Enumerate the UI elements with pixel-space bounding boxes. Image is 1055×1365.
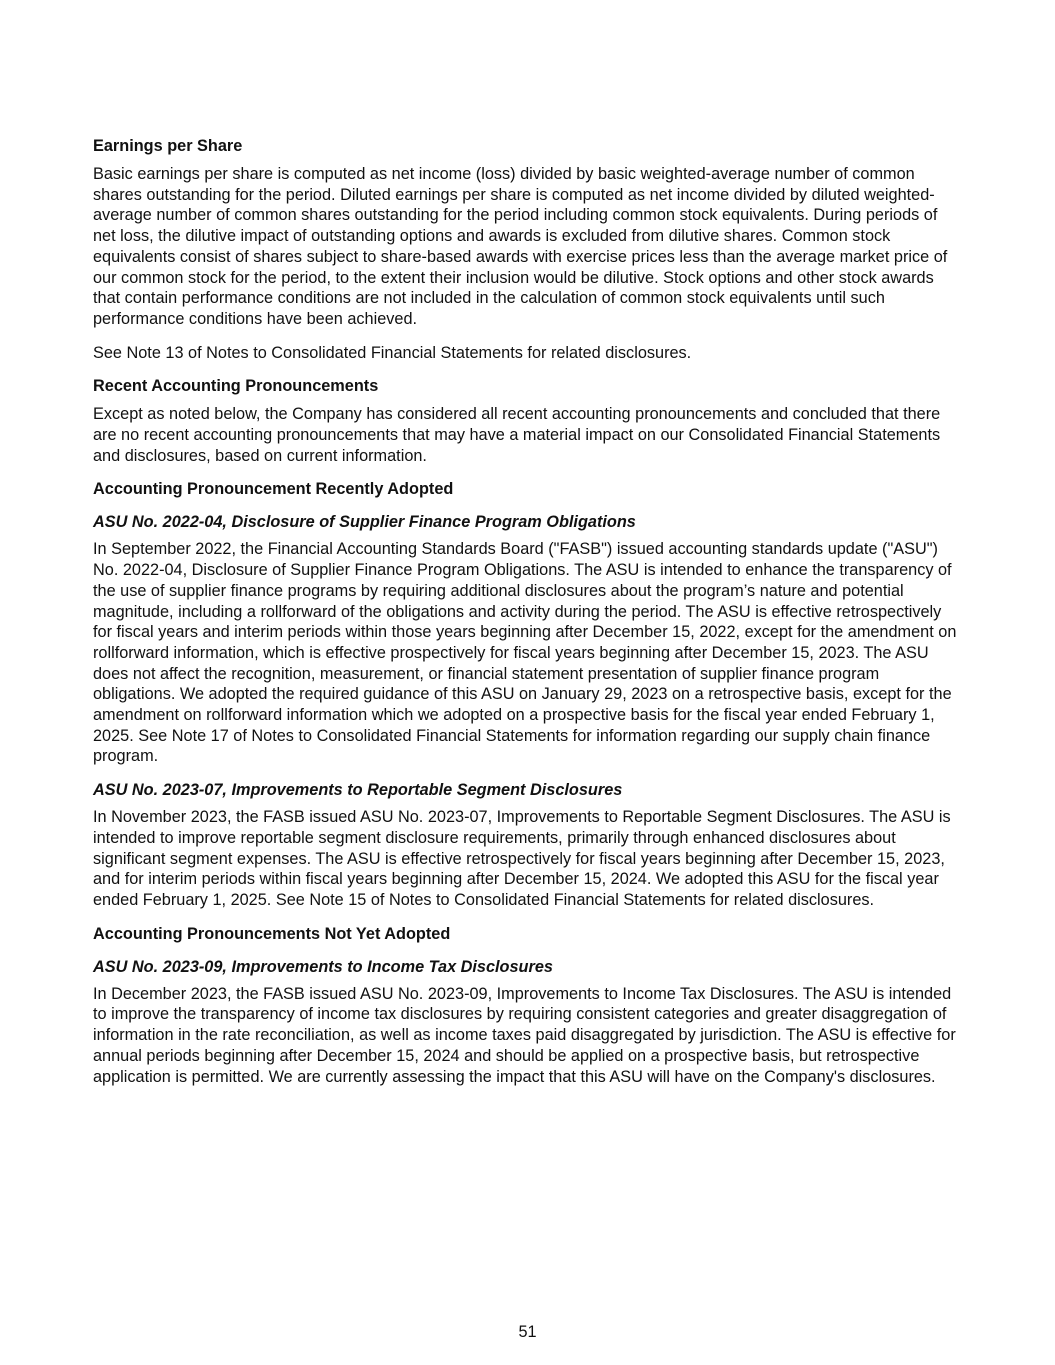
asu-2023-07-paragraph: In November 2023, the FASB issued ASU No. 2023-07, Improvements to Reportable Segment Disclosures. The ASU is intended to improve reportable segment disclosure requirements, primarily through enhanced disclosures about significant segment expenses. The ASU is effective retrospectively for fiscal years beginning after December 15, 2023, and for interim periods within fiscal years beginning after December 15, 2024. We adopted this ASU for the fiscal year ended February 1, 2025. See Note 15 of Notes to Consolidated Financial Statements for related disclosures.: [93, 808, 951, 909]
earnings-per-share-paragraph: Basic earnings per share is computed as net income (loss) divided by basic weighted-average number of common shares outstanding for the period. Diluted earnings per share is computed as net income divided by diluted weighted-average number of common shares outstanding for the period including common stock equivalents. During periods of net loss, the dilutive impact of outstanding options and awards is excluded from dilutive shares. Common stock equivalents consist of shares subject to share-based awards with exercise prices less than the average market price of our common stock for the period, to the extent their inclusion would be dilutive. Stock options and other stock awards that contain performance conditions are not included in the calculation of common stock equivalents until such performance conditions have been achieved.: [93, 165, 948, 328]
document-body: [93, 136, 963, 1100]
asu-2022-04-title: ASU No. 2022-04, Disclosure of Supplier Finance Program Obligations: [93, 513, 636, 532]
asu-2023-07-title: ASU No. 2023-07, Improvements to Reportable Segment Disclosures: [93, 781, 623, 800]
earnings-per-share-heading: Earnings per Share: [93, 137, 243, 155]
not-yet-adopted-heading: Accounting Pronouncements Not Yet Adopted: [93, 924, 451, 943]
recently-adopted-heading: Accounting Pronouncement Recently Adopted: [93, 480, 454, 499]
recent-pronouncements-paragraph: Except as noted below, the Company has considered all recent accounting pronouncements and concluded that there are no recent accounting pronouncements that may have a material impact on our Consolidated Financial Statements and disclosures, based on current information.: [93, 405, 941, 465]
asu-2022-04-paragraph: In September 2022, the Financial Accounting Standards Board ("FASB") issued accounting standards update ("ASU") No. 2022-04, Disclosure of Supplier Finance Program Obligations. The ASU is intended to enhance the transparency of the use of supplier finance programs by requiring additional disclosures about the program’s nature and potential magnitude, including a rollforward of the obligations and activity during the period. The ASU is effective retrospectively for fiscal years and interim periods within those years beginning after December 15, 2022, except for the amendment on rollforward information, which is effective prospectively for fiscal years beginning after December 15, 2023. The ASU does not affect the recognition, measurement, or financial statement presentation of supplier finance program obligations. We adopted the required guidance of this ASU on January 29, 2023 on a retrospective basis, except for the amendment on rollforward information which we adopted on a prospective basis for the fiscal year ended February 1, 2025. See Note 17 of Notes to Consolidated Financial Statements for information regarding our supply chain finance program.: [93, 540, 957, 766]
recent-pronouncements-heading: Recent Accounting Pronouncements: [93, 377, 379, 396]
asu-2023-09-paragraph: In December 2023, the FASB issued ASU No. 2023-09, Improvements to Income Tax Disclosures. The ASU is intended to improve the transparency of income tax disclosures by requiring consistent categories and greater disaggregation of information in the rate reconciliation, as well as income taxes paid disaggregated by jurisdiction. The ASU is effective for annual periods beginning after December 15, 2024 and should be applied on a prospective basis, but retrospective application is permitted. We are currently assessing the impact that this ASU will have on the Company's disclosures.: [93, 984, 956, 1086]
asu-2023-09-title: ASU No. 2023-09, Improvements to Income Tax Disclosures: [93, 957, 553, 976]
earnings-per-share-note-reference: See Note 13 of Notes to Consolidated Financial Statements for related disclosures.: [93, 343, 692, 362]
page-number: 51: [518, 1323, 537, 1341]
